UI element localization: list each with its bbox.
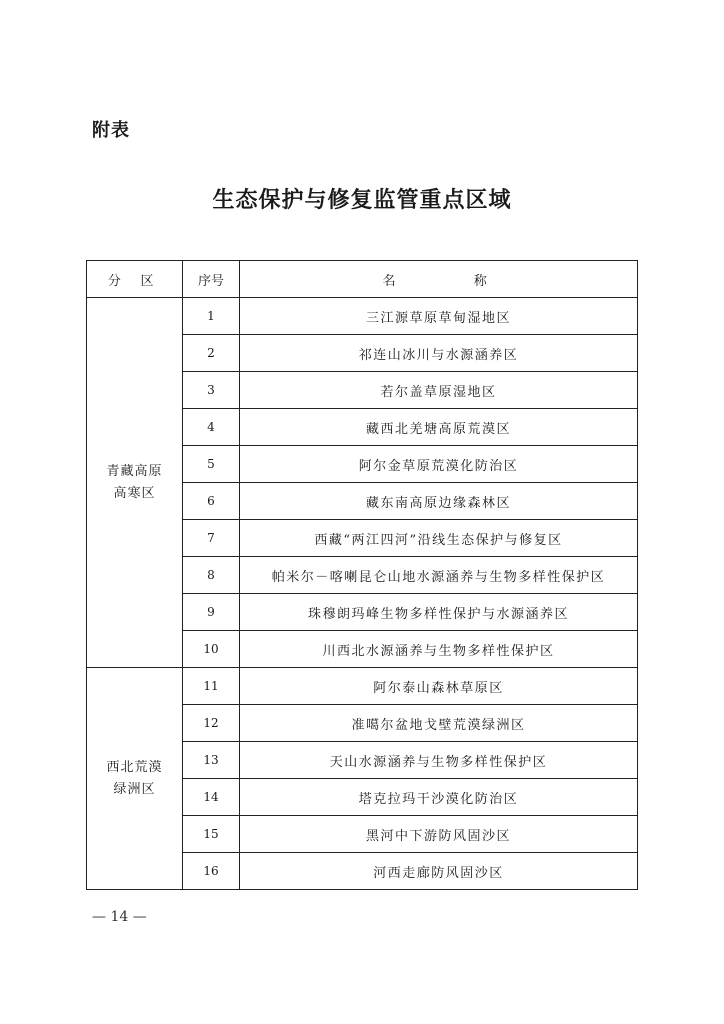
header-zone: 分 区 [87, 261, 183, 298]
name-cell: 准噶尔盆地戈壁荒漠绿洲区 [240, 705, 638, 742]
page-number: — 14 — [92, 909, 147, 925]
index-cell: 3 [183, 372, 240, 409]
index-cell: 1 [183, 298, 240, 335]
header-name: 名 称 [240, 261, 638, 298]
index-cell: 12 [183, 705, 240, 742]
name-cell: 藏东南高原边缘森林区 [240, 483, 638, 520]
header-index: 序号 [183, 261, 240, 298]
name-cell: 川西北水源涵养与生物多样性保护区 [240, 631, 638, 668]
index-cell: 6 [183, 483, 240, 520]
table-row [87, 298, 638, 335]
appendix-label: 附表 [92, 120, 130, 141]
name-cell: 若尔盖草原湿地区 [240, 372, 638, 409]
index-cell: 2 [183, 335, 240, 372]
name-cell: 黑河中下游防风固沙区 [240, 816, 638, 853]
index-cell: 11 [183, 668, 240, 705]
name-cell: 阿尔金草原荒漠化防治区 [240, 446, 638, 483]
region-cell: 青藏高原高寒区 [87, 298, 183, 668]
index-cell: 16 [183, 853, 240, 890]
table-header-row [87, 261, 638, 298]
index-cell: 10 [183, 631, 240, 668]
index-cell: 13 [183, 742, 240, 779]
region-cell: 西北荒漠绿洲区 [87, 668, 183, 890]
index-cell: 9 [183, 594, 240, 631]
index-cell: 14 [183, 779, 240, 816]
index-cell: 4 [183, 409, 240, 446]
table-body [87, 298, 638, 890]
index-cell: 15 [183, 816, 240, 853]
name-cell: 三江源草原草甸湿地区 [240, 298, 638, 335]
name-cell: 塔克拉玛干沙漠化防治区 [240, 779, 638, 816]
name-cell: 阿尔泰山森林草原区 [240, 668, 638, 705]
name-cell: 藏西北羌塘高原荒漠区 [240, 409, 638, 446]
name-cell: 河西走廊防风固沙区 [240, 853, 638, 890]
name-cell: 天山水源涵养与生物多样性保护区 [240, 742, 638, 779]
name-cell: 西藏“两江四河”沿线生态保护与修复区 [240, 520, 638, 557]
index-cell: 8 [183, 557, 240, 594]
index-cell: 7 [183, 520, 240, 557]
document-title: 生态保护与修复监管重点区域 [212, 188, 512, 213]
index-cell: 5 [183, 446, 240, 483]
name-cell: 帕米尔－喀喇昆仑山地水源涵养与生物多样性保护区 [240, 557, 638, 594]
table-row [87, 668, 638, 705]
regions-table [86, 260, 638, 890]
name-cell: 祁连山冰川与水源涵养区 [240, 335, 638, 372]
name-cell: 珠穆朗玛峰生物多样性保护与水源涵养区 [240, 594, 638, 631]
